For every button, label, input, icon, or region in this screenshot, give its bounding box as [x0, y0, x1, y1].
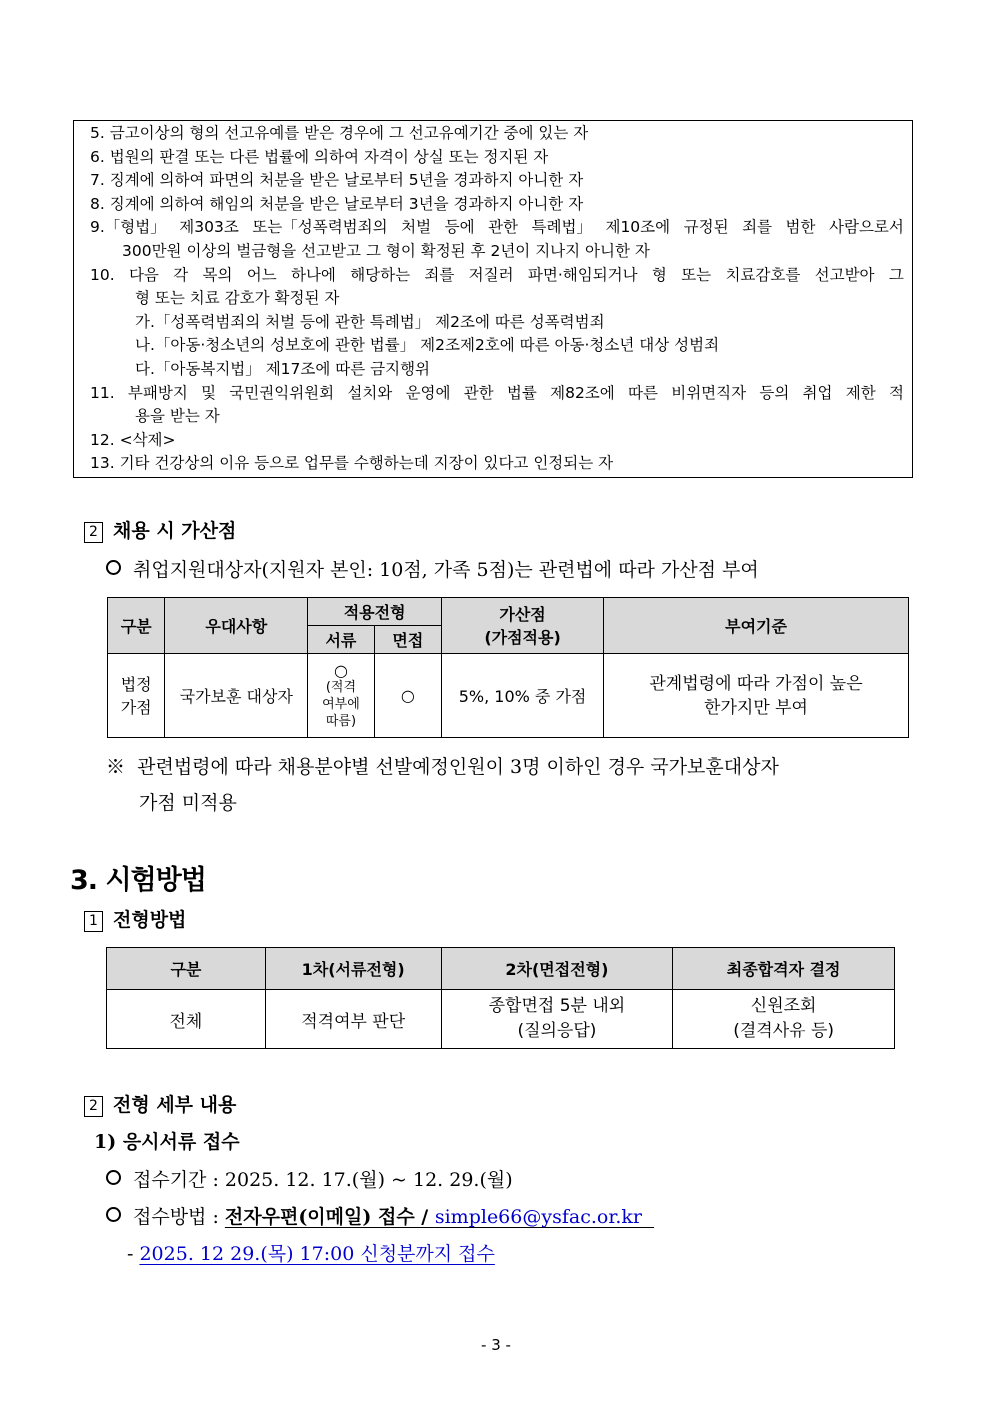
word: 등에	[444, 218, 475, 237]
word: 하나에	[290, 265, 336, 284]
word: 죄를	[424, 265, 455, 284]
table-header-bonus	[442, 598, 604, 654]
section-number-box: 1	[84, 911, 103, 932]
table-header-final-decision: 최종합격자 결정	[673, 948, 895, 990]
selection-details-heading	[84, 1090, 236, 1117]
bonus-section-title: 채용 시 가산점	[113, 520, 237, 542]
header-line: 가산점	[499, 604, 546, 624]
word: 파면·해임되거나	[527, 265, 638, 284]
table-cell-category	[108, 654, 165, 738]
word: 각	[173, 265, 189, 284]
word: 어느	[246, 265, 277, 284]
reception-method-line	[106, 1202, 654, 1229]
cell-line: 한가지만 부여	[704, 697, 808, 718]
circle-bullet-icon	[106, 1207, 121, 1222]
table-cell-preference: 국가보훈 대상자	[165, 654, 308, 738]
list-item-10-line2: 형 또는 치료 감호가 확정된 자	[135, 289, 340, 308]
deadline-line	[127, 1239, 495, 1266]
exam-section-title: 3. 시험방법	[70, 865, 206, 896]
reception-method-underlined	[225, 1206, 654, 1228]
section-number-box: 2	[84, 522, 103, 543]
word: 9.「형법」	[90, 218, 166, 237]
word: 규정된	[683, 218, 729, 237]
bonus-note-line2: 가점 미적용	[139, 792, 237, 814]
table-header-first-stage: 1차(서류전형)	[265, 948, 441, 990]
word: 또는	[681, 265, 712, 284]
word: 또는「성폭력범죄의	[252, 218, 388, 237]
disqualification-list-box	[73, 120, 913, 478]
table-cell-criteria	[604, 654, 909, 738]
circle-mark-icon: ○	[333, 660, 348, 680]
header-line: (가점적용)	[484, 627, 561, 647]
word: 등의	[759, 383, 790, 402]
list-item-9-line2: 300만원 이상의 벌금형을 선고받고 그 형이 확정된 후 2년이 지나지 아니한 자	[122, 241, 650, 260]
word: 취업	[802, 383, 833, 402]
word: 다음	[128, 265, 159, 284]
word: 적	[888, 383, 904, 402]
bonus-note-text: 관련법령에 따라 채용분야별 선발예정인원이 3명 이하인 경우 국가보훈대상자	[137, 756, 779, 778]
word: 제10조에	[605, 218, 671, 237]
word: 해당하는	[350, 265, 411, 284]
circle-bullet-icon	[106, 560, 121, 575]
word: 부패방지	[127, 383, 188, 402]
table-header-second-stage: 2차(면접전형)	[441, 948, 673, 990]
cell-line: 가점	[120, 697, 152, 717]
cell-line: 따름)	[325, 713, 357, 729]
word: 죄를	[742, 218, 773, 237]
note-mark-icon: ※	[106, 756, 126, 778]
word: 선고받아	[814, 265, 875, 284]
list-item-13: 13. 기타 건강상의 이유 등으로 업무를 수행하는데 지장이 있다고 인정되는 자	[90, 454, 614, 473]
table-cell-bonus: 5%, 10% 중 가점	[442, 654, 604, 738]
word: 제82조에	[550, 383, 615, 402]
list-item-10-sub-na: 나.「아동·청소년의 성보호에 관한 법률」 제2조제2호에 따른 아동·청소년 대상 성범죄	[135, 336, 720, 355]
word: 범한	[785, 218, 816, 237]
list-item-12: 12. <삭제>	[90, 430, 176, 449]
word: 비위면직자	[671, 383, 747, 402]
word: 사람으로서	[829, 218, 904, 237]
word: 제303조	[179, 218, 239, 237]
selection-method-title: 전형방법	[113, 909, 187, 931]
table-header-docs: 서류	[308, 626, 374, 654]
word: 치료감호를	[725, 265, 801, 284]
table-header-criteria: 부여기준	[604, 598, 909, 654]
cell-line: (결격사유 등)	[733, 1021, 835, 1041]
bonus-table	[107, 597, 909, 738]
word: 제한	[845, 383, 876, 402]
word: 국민권익위원회	[229, 383, 335, 402]
cell-line: (질의응답)	[517, 1021, 597, 1041]
word: 그	[888, 265, 904, 284]
reception-period-text: 접수기간 : 2025. 12. 17.(월) ~ 12. 29.(월)	[133, 1169, 513, 1191]
table-header-applied-stage: 적용전형	[308, 598, 442, 626]
table-header-interview: 면접	[374, 626, 441, 654]
word: 및	[201, 383, 217, 402]
table-header-category: 구분	[107, 948, 266, 990]
cell-line: 종합면접 5분 내외	[488, 996, 626, 1016]
list-item-9-line1	[90, 216, 904, 240]
selection-method-heading	[84, 905, 186, 932]
circle-bullet-icon	[106, 1170, 121, 1185]
cell-line: 법정	[120, 674, 152, 694]
word: 설치와	[347, 383, 393, 402]
list-item-8: 8. 징계에 의하여 해임의 처분을 받은 날로부터 3년을 경과하지 아니한 자	[90, 194, 584, 213]
word: 따른	[628, 383, 658, 402]
word: 운영에	[405, 383, 451, 402]
word: 관한	[488, 218, 519, 237]
table-header-preference: 우대사항	[165, 598, 308, 654]
bonus-note-line1	[106, 752, 779, 779]
table-cell-interview: ○	[374, 654, 441, 738]
list-item-6: 6. 법원의 판결 또는 다른 법률에 의하여 자격이 상실 또는 정지된 자	[90, 147, 549, 166]
list-item-11-line2: 용을 받는 자	[135, 407, 220, 426]
word: 10.	[90, 265, 115, 284]
word: 목의	[202, 265, 233, 284]
bonus-bullet-text: 취업지원대상자(지원자 본인: 10점, 가족 5점)는 관련법에 따라 가산점 부여	[133, 559, 759, 581]
cell-line: 여부에	[322, 696, 360, 712]
table-cell-category: 전체	[107, 990, 266, 1049]
table-cell-second-stage	[441, 990, 673, 1049]
bonus-bullet-line	[106, 555, 759, 582]
cell-line: 관계법령에 따라 가점이 높은	[649, 673, 863, 694]
reception-period-line	[106, 1165, 513, 1192]
bonus-section-heading	[84, 516, 236, 543]
reception-method-label: 접수방법 :	[133, 1206, 225, 1228]
table-cell-final-decision	[673, 990, 895, 1049]
application-docs-heading: 1) 응시서류 접수	[94, 1131, 240, 1153]
word: 저질러	[468, 265, 514, 284]
deadline-dash: -	[127, 1243, 140, 1265]
table-cell-first-stage: 적격여부 판단	[265, 990, 441, 1049]
list-item-11-line1	[90, 382, 904, 406]
word: 11.	[90, 383, 115, 402]
table-cell-docs	[308, 654, 374, 738]
list-item-7: 7. 징계에 의하여 파면의 처분을 받은 날로부터 5년을 경과하지 아니한 자	[90, 171, 584, 190]
word: 특례법」	[531, 218, 592, 237]
page-number: - 3 -	[481, 1336, 511, 1354]
list-item-10-sub-ga: 가.「성폭력범죄의 처벌 등에 관한 특례법」 제2조에 따른 성폭력범죄	[135, 312, 605, 331]
email-link[interactable]: simple66@ysfac.or.kr	[434, 1206, 642, 1228]
word: 관한	[463, 383, 494, 402]
list-item-5: 5. 금고이상의 형의 선고유예를 받은 경우에 그 선고유예기간 중에 있는 자	[90, 124, 589, 142]
deadline-text: 2025. 12 29.(목) 17:00 신청분까지 접수	[139, 1243, 495, 1265]
list-item-10-line1	[90, 264, 904, 288]
selection-method-table	[106, 947, 895, 1049]
reception-method-value: 전자우편(이메일) 접수 /	[224, 1206, 435, 1228]
table-header-category: 구분	[108, 598, 165, 654]
section-number-box: 2	[84, 1096, 103, 1117]
word: 법률	[506, 383, 537, 402]
word: 처벌	[401, 218, 432, 237]
selection-details-title: 전형 세부 내용	[113, 1094, 237, 1116]
word: 형	[651, 265, 667, 284]
cell-line: 신원조회	[750, 996, 817, 1016]
list-item-10-sub-da: 다.「아동복지법」 제17조에 따른 금지행위	[135, 359, 431, 378]
cell-line: (적격	[325, 679, 357, 695]
